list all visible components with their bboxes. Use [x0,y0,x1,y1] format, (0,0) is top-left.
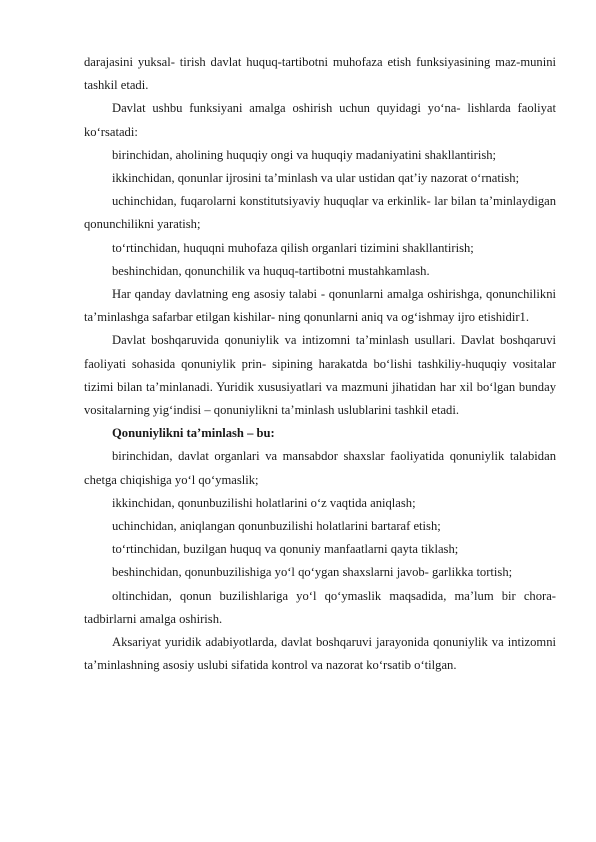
body-paragraph: beshinchidan, qonunchilik va huquq-tartibotni mustahkamlash. [112,263,430,278]
body-paragraph: uchinchidan, fuqarolarni konstitutsiyaviy huquqlar va erkinlik- lar bilan ta’minlaydigan qonunchilikni yaratish; [84,194,556,232]
body-paragraph: Davlat ushbu funksiyani amalga oshirish uchun quyidagi yo‘na- lishlarda faoliyat ko‘rsatadi: [84,101,556,139]
body-paragraph: to‘rtinchidan, huquqni muhofaza qilish organlari tizimini shakllantirish; [112,240,474,255]
body-paragraph: birinchidan, davlat organlari va mansabdor shaxslar faoliyatida qonuniylik talabidan chetga chiqishiga yo‘l qo‘ymaslik; [84,449,556,487]
body-paragraph: ikkinchidan, qonunbuzilishi holatlarini o‘z vaqtida aniqlash; [112,495,416,510]
body-paragraph: Davlat boshqaruvida qonuniylik va intizomni ta’minlash usullari. Davlat boshqaruvi faoliyati sohasida qonuniylik prin- sipining harakatda bo‘lishi tashkiliy-huquqiy vositalar tizimi bilan ta’minlanadi. Yuridik xususiyatlari va mazmuni jihatidan har xil bo‘lgan bunday vositalarning yig‘indisi – qonuniylikni ta’minlash uslublarini tashkil etadi. [84,333,556,418]
body-paragraph: ikkinchidan, qonunlar ijrosini ta’minlash va ular ustidan qat’iy nazorat o‘rnatish; [112,171,520,186]
section-heading: Qonuniylikni ta’minlash – bu: [112,426,275,441]
body-paragraph: uchinchidan, aniqlangan qonunbuzilishi holatlarini bartaraf etish; [112,519,441,534]
document-page [84,51,556,677]
body-paragraph: oltinchidan, qonun buzilishlariga yo‘l qo‘ymaslik maqsadida, ma’lum bir chora-tadbirlarni amalga oshirish. [84,588,556,626]
body-paragraph: beshinchidan, qonunbuzilishiga yo‘l qo‘ygan shaxslarni javob- garlikka tortish; [112,565,513,580]
body-paragraph: to‘rtinchidan, buzilgan huquq va qonuniy manfaatlarni qayta tiklash; [112,542,459,557]
body-paragraph: Aksariyat yuridik adabiyotlarda, davlat boshqaruvi jarayonida qonuniylik va intizomni ta’minlashning asosiy uslubi sifatida kontrol va nazorat ko‘rsatib o‘tilgan. [84,635,556,673]
body-paragraph: Har qanday davlatning eng asosiy talabi - qonunlarni amalga oshirishga, qonunchilikni ta’minlashga safarbar etilgan kishilar- ning qonunlarni aniq va og‘ishmay ijro etishidir1. [84,287,556,325]
body-paragraph: birinchidan, aholining huquqiy ongi va huquqiy madaniyatini shakllantirish; [112,147,497,162]
body-paragraph: darajasini yuksal- tirish davlat huquq-tartibotni muhofaza etish funksiyasining maz-munini tashkil etadi. [84,55,556,93]
